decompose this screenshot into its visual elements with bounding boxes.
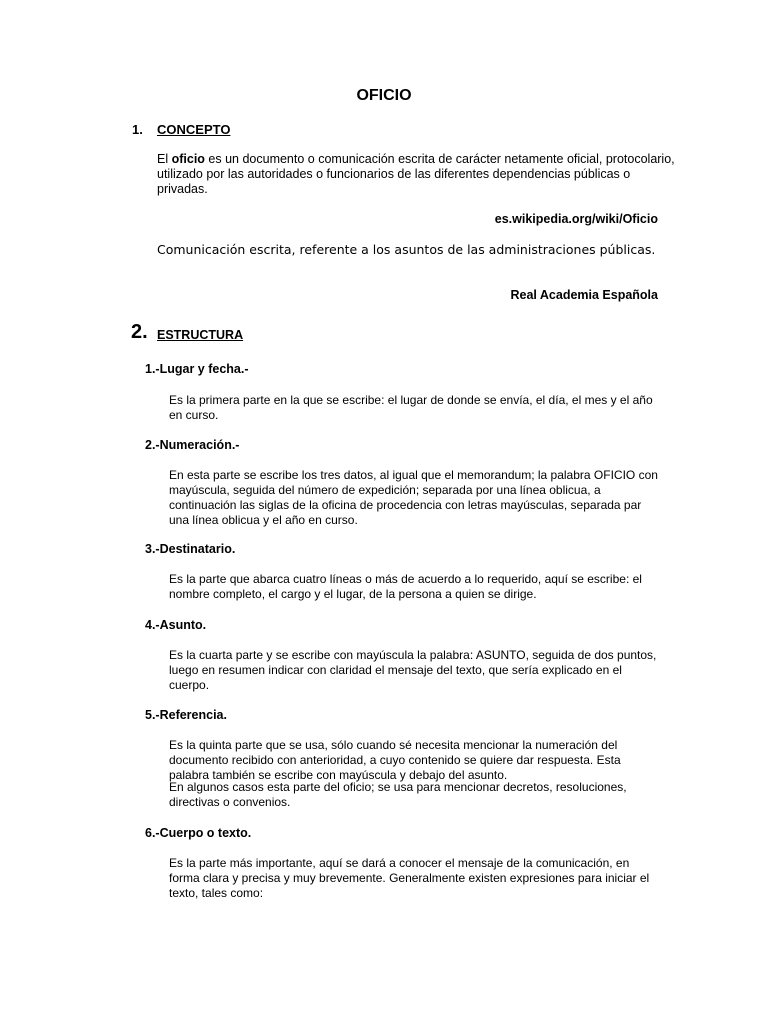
source-wikipedia: es.wikipedia.org/wiki/Oficio [494, 212, 658, 226]
structure-item-heading: 1.-Lugar y fecha.- [145, 362, 249, 376]
definition-prefix: El [157, 152, 172, 166]
structure-item-text: Es la quinta parte que se usa, sólo cuando sé necesita mencionar la numeración del documento recibido con anterioridad, a cuyo contenido se quiere dar respuesta. Esta palabra también se escribe con mayúscula y debajo del asunto. [169, 738, 621, 782]
section-2-heading: ESTRUCTURA [157, 328, 244, 342]
section-1-heading: CONCEPTO [157, 122, 231, 137]
document-title: OFICIO [356, 87, 412, 104]
structure-item-text: Es la parte que abarca cuatro líneas o más de acuerdo a lo requerido, aquí se escribe: el nombre completo, el cargo y el lugar, de la persona a quien se dirige. [169, 572, 642, 601]
structure-item-text: En esta parte se escribe los tres datos, al igual que el memorandum; la palabra OFICIO con mayúscula, seguida del número de expedición; separada por una línea oblicua, a continuación las siglas de la oficina de procedencia con letras mayúsculas, separada par una línea oblicua y el año en curso. [169, 468, 658, 527]
structure-item-heading: 5.-Referencia. [145, 708, 227, 722]
section-2-number: 2. [131, 321, 148, 343]
section-1-number: 1. [132, 122, 143, 137]
structure-item-heading: 6.-Cuerpo o texto. [145, 826, 252, 840]
structure-item-heading: 4.-Asunto. [145, 618, 207, 632]
structure-item-text: Es la cuarta parte y se escribe con mayúscula la palabra: ASUNTO, seguida de dos puntos, luego en resumen indicar con claridad el mensaje del texto, que sería explicado en el cuerpo. [169, 648, 657, 692]
definition-rae-paragraph: Comunicación escrita, referente a los asuntos de las administraciones públicas. [157, 242, 656, 257]
structure-item-text: Es la parte más importante, aquí se dará a conocer el mensaje de la comunicación, en forma clara y precisa y muy brevemente. Generalmente existen expresiones para iniciar el texto, tales como: [169, 856, 650, 900]
source-rae: Real Academia Española [510, 288, 658, 302]
structure-item-heading: 3.-Destinatario. [145, 542, 236, 556]
definition-rest: es un documento o comunicación escrita de carácter netamente oficial, protocolario, utilizado por las autoridades o funcionarios de las diferentes dependencias públicas o privadas. [157, 152, 675, 196]
definition-paragraph [157, 152, 677, 197]
definition-keyword: oficio [171, 152, 205, 166]
structure-item-text-continued: En algunos casos esta parte del oficio; se usa para mencionar decretos, resoluciones, directivas o convenios. [169, 780, 627, 809]
structure-item-heading: 2.-Numeración.- [145, 438, 240, 452]
structure-item-text: Es la primera parte en la que se escribe: el lugar de donde se envía, el día, el mes y el año en curso. [169, 393, 653, 422]
